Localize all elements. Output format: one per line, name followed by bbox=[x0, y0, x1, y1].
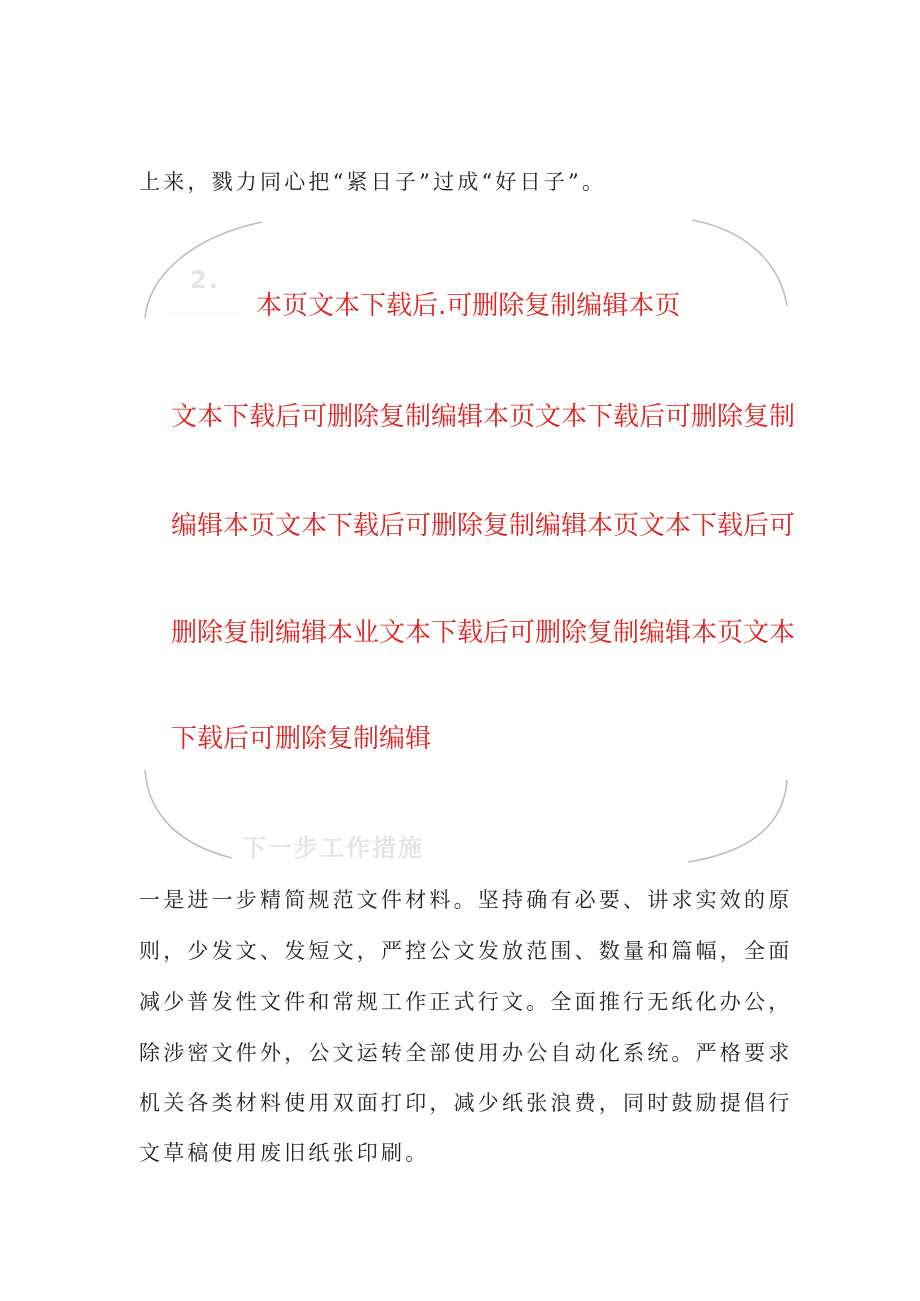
paragraph-line-2: 则，少发文、发短文，严控公文发放范围、数量和篇幅，全面 bbox=[139, 939, 793, 963]
ghost-section-heading: 下一步工作措施 bbox=[242, 834, 424, 862]
paragraph-line-6: 文草稿使用废旧纸张印刷。 bbox=[139, 1141, 430, 1165]
banner-line-4: 删除复制编辑本业文本下载后可删除复制编辑本页文本 bbox=[171, 618, 796, 648]
ghost-heading-left: 2. bbox=[190, 266, 220, 294]
frame-arc-top-right bbox=[692, 220, 787, 306]
frame-arc-bottom-right bbox=[688, 780, 787, 862]
frame-arc-bottom-left bbox=[145, 770, 232, 858]
paragraph-line-4: 除涉密文件外，公文运转全部使用办公自动化系统。严格要求 bbox=[139, 1041, 793, 1065]
banner-line-1: 本页文本下载后.可删除复制编辑本页 bbox=[256, 291, 681, 321]
intro-line: 上来，戮力同心把“紧日子”过成“好日子”。 bbox=[139, 170, 607, 194]
banner-line-2: 文本下载后可删除复制编辑本页文本下载后可删除复制 bbox=[171, 402, 796, 432]
paragraph-line-3: 减少普发性文件和常规工作正式行文。全面推行无纸化办公， bbox=[139, 990, 793, 1014]
paragraph-line-5: 机关各类材料使用双面打印，减少纸张浪费，同时鼓励提倡行 bbox=[139, 1091, 793, 1115]
banner-line-5: 下载后可删除复制编辑 bbox=[171, 724, 432, 754]
banner-line-3: 编辑本页文本下载后可删除复制编辑本页文本下载后可 bbox=[171, 511, 796, 541]
paragraph-line-1: 一是进一步精简规范文件材料。坚持确有必要、讲求实效的原 bbox=[139, 888, 793, 912]
